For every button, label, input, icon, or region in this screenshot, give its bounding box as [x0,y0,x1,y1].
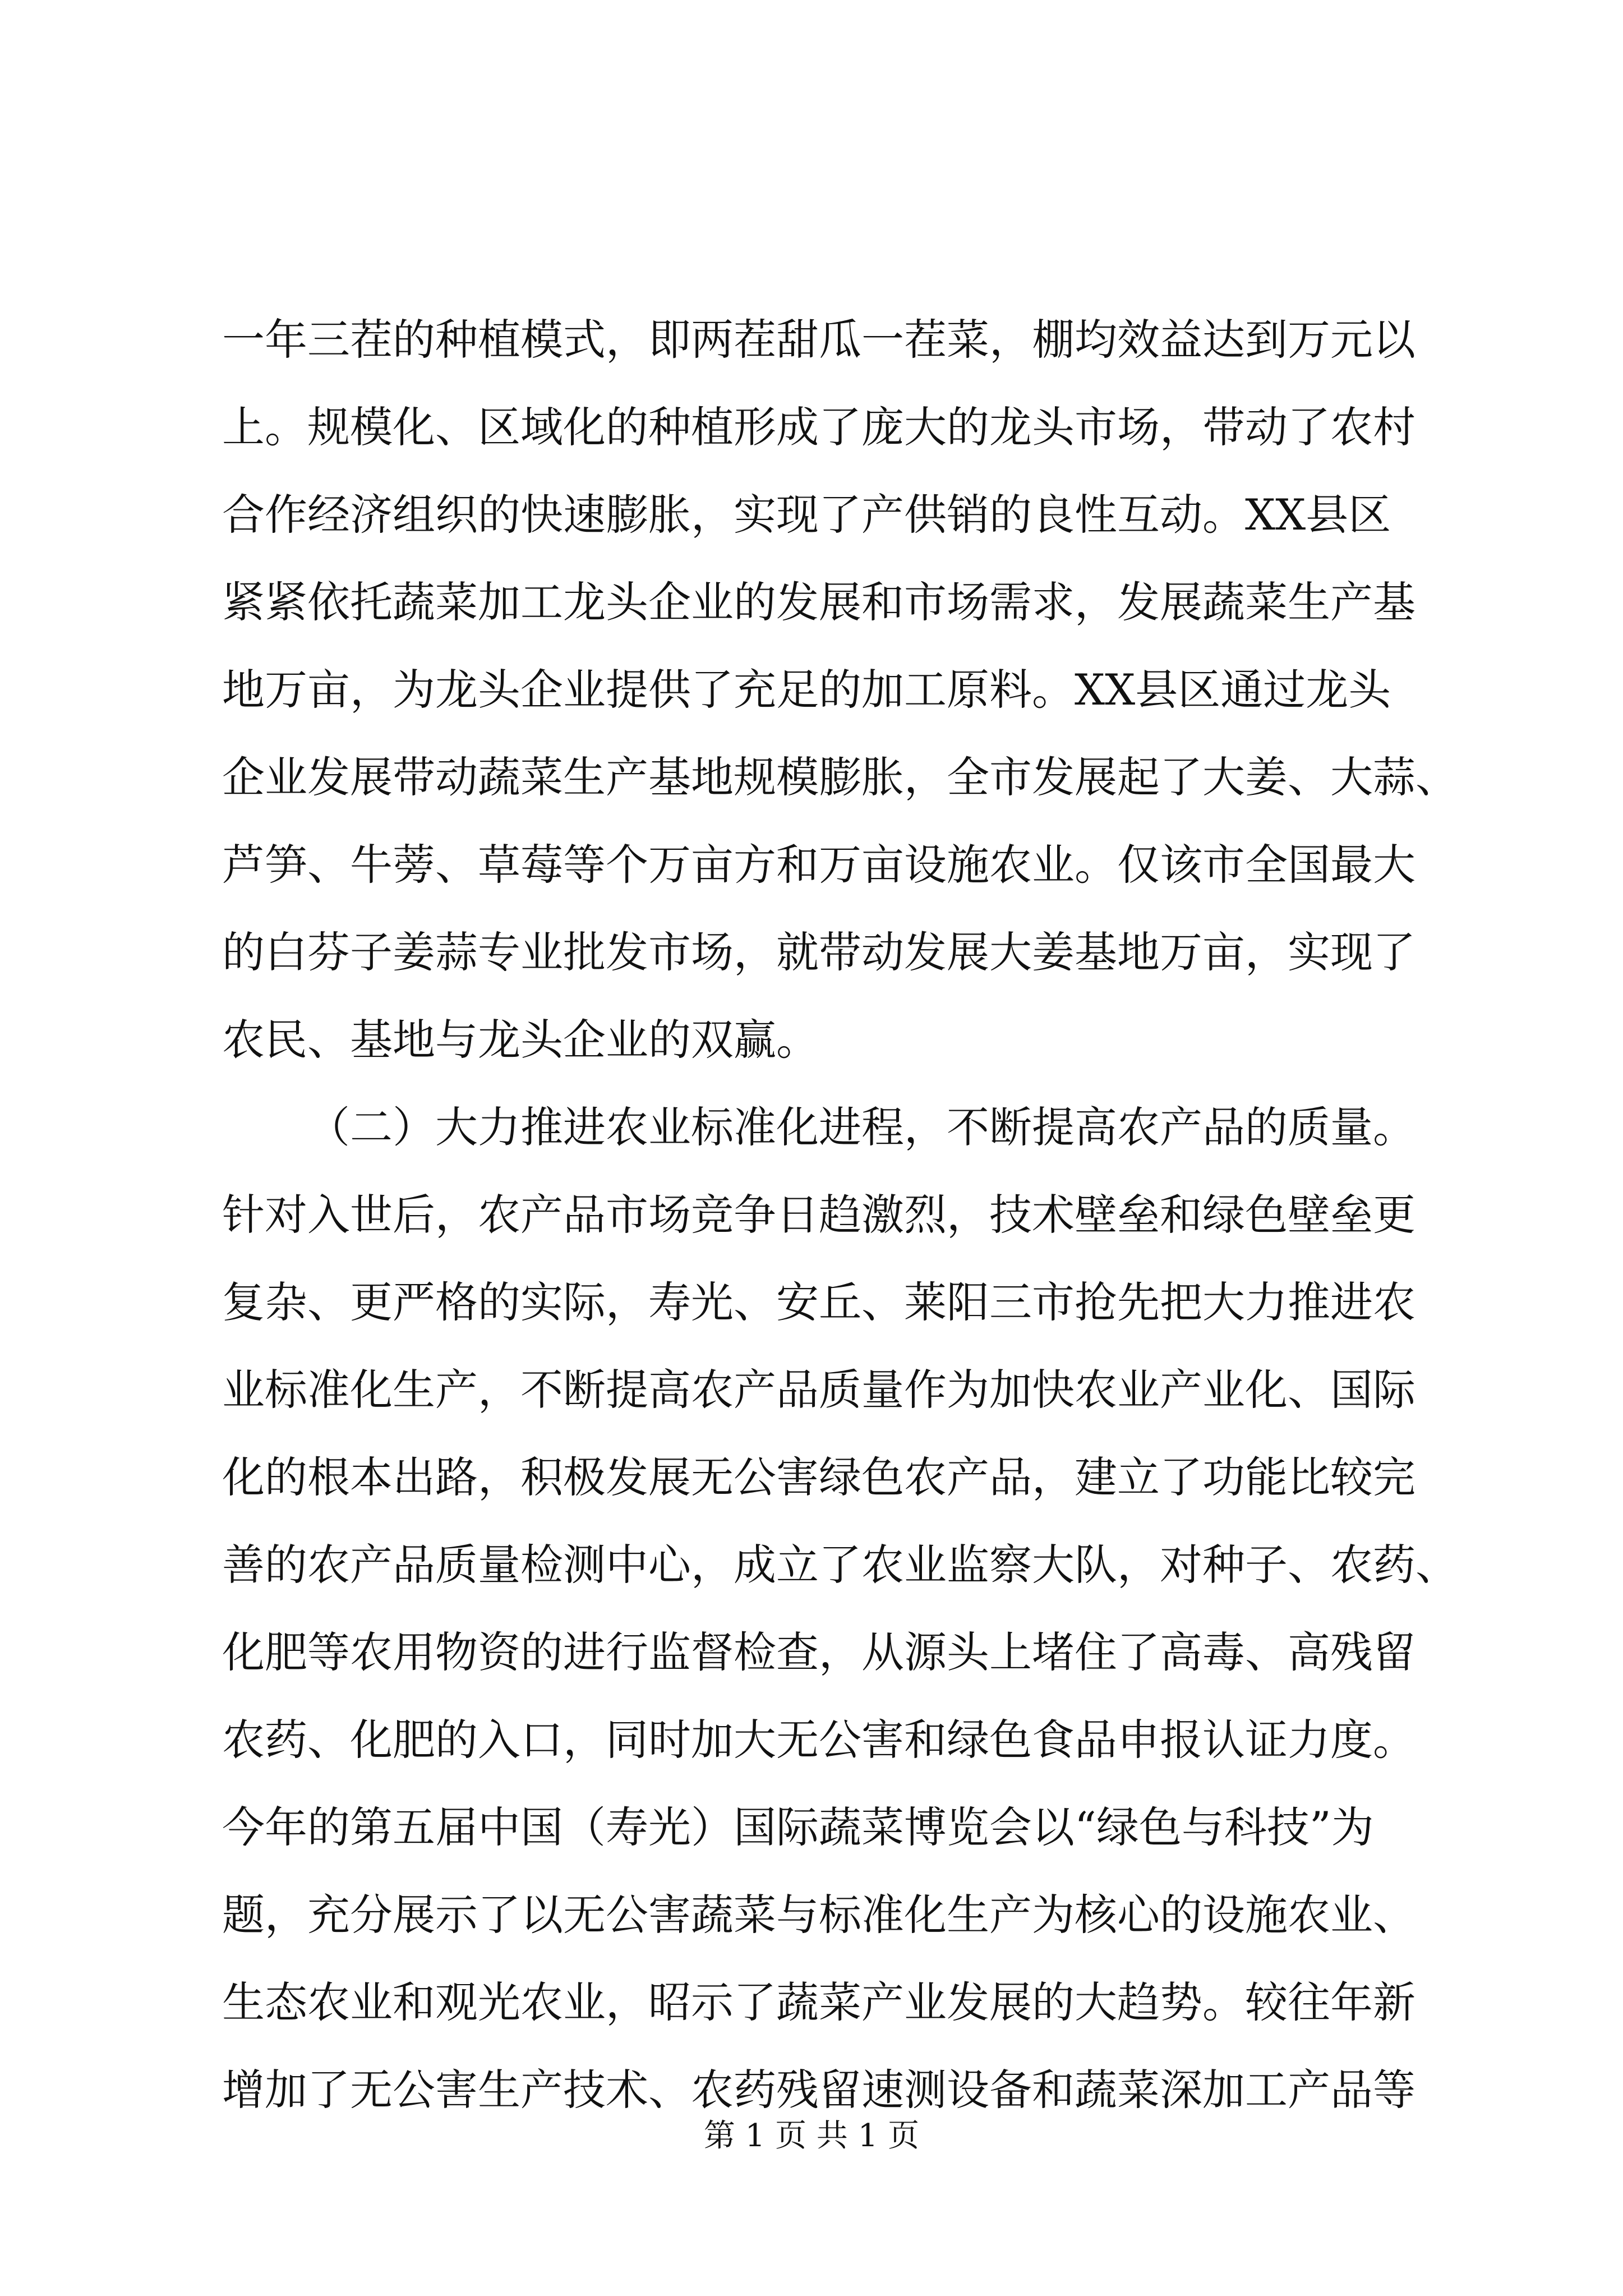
text-line: 题，充分展示了以无公害蔬菜与标准化生产为核心的设施农业、 [222,1890,1415,1940]
text-line: 芦笋、牛蒡、草莓等个万亩方和万亩设施农业。仅该市全国最大 [222,840,1415,890]
text-line: 上。规模化、区域化的种植形成了庞大的龙头市场，带动了农村 [222,402,1415,452]
body-text [222,296,1458,2134]
text-line: 紧紧依托蔬菜加工龙头企业的发展和市场需求，发展蔬菜生产基 [222,577,1415,627]
text-line: 生态农业和观光农业，昭示了蔬菜产业发展的大趋势。较往年新 [222,1977,1415,2027]
text-line: 地万亩，为龙头企业提供了充足的加工原料。XX县区通过龙头 [222,665,1391,715]
text-line: 今年的第五届中国（寿光）国际蔬菜博览会以“绿色与科技”为 [222,1802,1374,1852]
text-line: 的白芬子姜蒜专业批发市场，就带动发展大姜基地万亩，实现了 [222,927,1415,977]
text-line: 善的农产品质量检测中心，成立了农业监察大队，对种子、农药、 [222,1540,1458,1590]
text-line: 企业发展带动蔬菜生产基地规模膨胀，全市发展起了大姜、大蒜、 [222,752,1458,802]
text-line: 复杂、更严格的实际，寿光、安丘、莱阳三市抢先把大力推进农 [222,1277,1415,1327]
text-line: 业标准化生产，不断提高农产品质量作为加快农业产业化、国际 [222,1365,1415,1415]
text-line: 针对入世后，农产品市场竞争日趋激烈，技术壁垒和绿色壁垒更 [222,1190,1415,1240]
text-line: 化的根本出路，积极发展无公害绿色农产品，建立了功能比较完 [222,1452,1415,1502]
text-line: 化肥等农用物资的进行监督检查，从源头上堵住了高毒、高残留 [222,1627,1415,1677]
text-line: 农药、化肥的入口，同时加大无公害和绿色食品申报认证力度。 [222,1715,1415,1765]
page-number-footer: 第 1 页 共 1 页 [703,2118,920,2154]
text-line: 农民、基地与龙头企业的双赢。 [222,1015,819,1065]
text-line: 合作经济组织的快速膨胀，实现了产供销的良性互动。XX县区 [222,490,1391,540]
text-line: 一年三茬的种植模式，即两茬甜瓜一茬菜，棚均效益达到万元以 [222,315,1415,365]
text-line: 增加了无公害生产技术、农药残留速测设备和蔬菜深加工产品等 [222,2065,1415,2115]
section-heading: （二）大力推进农业标准化进程，不断提高农产品的质量。 [307,1102,1415,1152]
